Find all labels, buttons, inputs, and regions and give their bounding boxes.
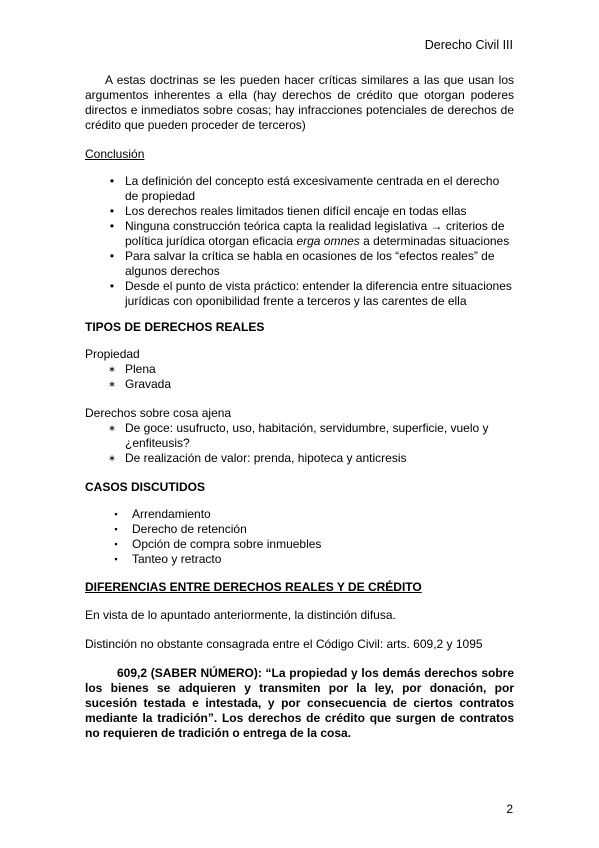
list-item: ▪ Opción de compra sobre inmuebles [85, 537, 514, 552]
diferencias-p2: Distinción no obstante consagrada entre el Código Civil: arts. 609,2 y 1095 [85, 637, 483, 651]
bullet-marker: • [109, 279, 115, 293]
running-header: Derecho Civil III [424, 38, 513, 52]
list-item: ∗ Gravada [85, 377, 514, 392]
square-marker: ▪ [114, 524, 118, 534]
asterisk-marker: ∗ [108, 364, 116, 374]
bullet-marker: • [109, 174, 115, 188]
diferencias-p1: En vista de lo apuntado anteriormente, la distinción difusa. [85, 608, 396, 622]
square-marker: ▪ [114, 509, 118, 519]
intro-paragraph: A estas doctrinas se les pueden hacer críticas similares a las que usan los argumentos inherentes a ella (hay derechos de crédito que otorgan poderes directos e inmediatos sobre cosas; hay infracciones potenciales de derechos de crédito que pueden proceder de terceros) [85, 73, 514, 132]
conclusion-heading: Conclusión [85, 147, 145, 161]
bullet-marker: • [109, 249, 115, 263]
square-marker: ▪ [114, 554, 118, 564]
propiedad-label: Propiedad [85, 347, 140, 361]
list-item: ∗ Plena [85, 362, 514, 377]
bullet-marker: • [109, 204, 115, 218]
asterisk-marker: ∗ [108, 379, 116, 389]
cosa-ajena-label: Derechos sobre cosa ajena [85, 406, 232, 420]
list-item: ▪ Arrendamiento [85, 507, 514, 522]
asterisk-marker: ∗ [108, 423, 116, 433]
page-number: 2 [506, 802, 513, 816]
square-marker: ▪ [114, 539, 118, 549]
bullet-marker: • [109, 219, 115, 233]
list-item: ∗ De realización de valor: prenda, hipoteca y anticresis [85, 451, 514, 466]
list-item: ▪ Derecho de retención [85, 522, 514, 537]
diferencias-p3: 609,2 (SABER NÚMERO): “La propiedad y los demás derechos sobre los bienes se adquieren y transmiten por la ley, por donación, por sucesión testada e intestada, y por consecuencia de ciertos contratos mediante la tradición”. Los derechos de crédito que surgen de contratos no requieren de tradición o entrega de la cosa. [85, 666, 514, 740]
list-item: ▪ Tanteo y retracto [85, 552, 514, 567]
list-item: • Ninguna construcción teórica capta la realidad legislativa → criterios de política jurídica otorgan eficacia erga omnes a determinadas situaciones [85, 219, 514, 249]
cosa-ajena-list [85, 421, 514, 466]
list-item: • Para salvar la crítica se habla en ocasiones de los “efectos reales” de algunos derechos [85, 249, 514, 279]
diferencias-heading: DIFERENCIAS ENTRE DERECHOS REALES Y DE CRÉDITO [85, 580, 422, 594]
casos-list [85, 507, 514, 567]
conclusion-list [85, 174, 514, 309]
tipos-heading: TIPOS DE DERECHOS REALES [85, 320, 265, 334]
propiedad-list [85, 362, 514, 392]
asterisk-marker: ∗ [108, 453, 116, 463]
list-item: • La definición del concepto está excesivamente centrada en el derecho de propiedad [85, 174, 514, 204]
list-item: ∗ De goce: usufructo, uso, habitación, servidumbre, superficie, vuelo y ¿enfiteusis? [85, 421, 514, 451]
list-item: • Desde el punto de vista práctico: entender la diferencia entre situaciones jurídicas con oponibilidad frente a terceros y las carentes de ella [85, 279, 514, 309]
list-item: • Los derechos reales limitados tienen difícil encaje en todas ellas [85, 204, 514, 219]
casos-heading: CASOS DISCUTIDOS [85, 480, 206, 494]
